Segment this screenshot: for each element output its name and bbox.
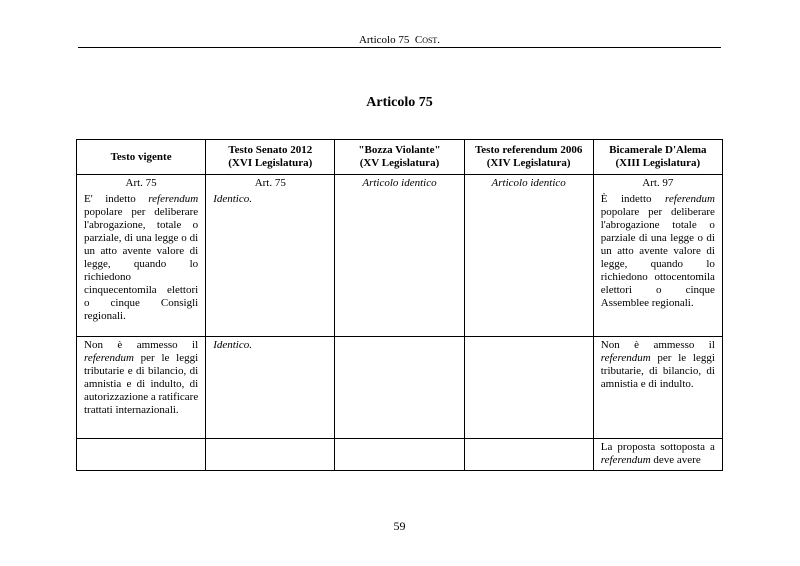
header-rule — [78, 47, 721, 48]
article-text — [84, 339, 198, 417]
text-run: popolare per deliberare l'abrogazione, totale o parziale, di una legge o di un atto avente valore di legge, quando lo richiedono cinquecentomila elettori o cinque Consigli regionali. — [84, 206, 199, 322]
header-subline: (XIII Legislatura) — [615, 157, 701, 169]
text-run: per le leggi tributarie, di bilancio, di amnistia e di indulto. — [600, 352, 715, 390]
cell-bozza-violante — [335, 439, 464, 471]
running-head-title: Articolo 75 — [358, 34, 410, 46]
cell-testo-vigente — [77, 175, 206, 337]
page-number: 59 — [393, 519, 406, 533]
cell-testo-vigente — [77, 337, 206, 439]
article-number: Art. 75 — [254, 177, 286, 189]
text-run: deve avere — [650, 454, 701, 466]
header-line: "Bozza Violante" — [358, 144, 441, 156]
emphasis-run: referendum — [600, 352, 651, 364]
header-subline: (XIV Legislatura) — [486, 157, 571, 169]
cell-testo-referendum-2006 — [464, 175, 593, 337]
identical-note: Identico. — [213, 339, 252, 351]
article-number: Art. 75 — [125, 177, 157, 189]
header-testo-senato-2012 — [206, 140, 335, 175]
emphasis-run: referendum — [600, 454, 651, 466]
cell-testo-vigente — [77, 439, 206, 471]
cell-testo-referendum-2006 — [464, 439, 593, 471]
identical-note: Articolo identico — [362, 177, 437, 189]
header-testo-referendum-2006 — [464, 140, 593, 175]
header-subline: (XVI Legislatura) — [228, 157, 313, 169]
header-line: Testo vigente — [110, 150, 172, 163]
emphasis-run: referendum — [665, 193, 715, 205]
cell-testo-senato-2012 — [206, 175, 335, 337]
cell-bicamerale-dalema — [593, 439, 722, 471]
text-run: per le leggi tributarie e di bilancio, di amnistia e di indulto, di autorizzazione a ratificare trattati internazionali. — [84, 352, 199, 416]
text-run: È indetto — [600, 193, 666, 205]
identical-note: Identico. — [213, 193, 252, 205]
header-bozza-violante — [335, 140, 464, 175]
text-run: E' indetto — [84, 193, 149, 205]
cell-testo-senato-2012 — [206, 439, 335, 471]
cell-bicamerale-dalema — [593, 337, 722, 439]
header-line: Bicamerale D'Alema — [609, 144, 707, 156]
cell-bozza-violante — [335, 337, 464, 439]
article-text — [601, 193, 715, 310]
header-testo-vigente — [77, 140, 206, 175]
text-run: Non è ammesso il — [84, 339, 199, 351]
text-run: popolare per deliberare l'abrogazione totale o parziale di una legge o di un atto avente valore di legge, quando lo richiedono ottocentomila elettori o cinque Assemblee regionali. — [600, 206, 715, 309]
cell-testo-senato-2012 — [206, 337, 335, 439]
table-row — [77, 439, 723, 471]
emphasis-run: referendum — [84, 352, 134, 364]
identical-note: Articolo identico — [491, 177, 566, 189]
comparison-table — [76, 139, 723, 471]
article-text — [601, 339, 715, 391]
text-run: La proposta sottoposta a — [600, 441, 715, 453]
header-line: Testo referendum 2006 — [474, 144, 583, 156]
article-title: Articolo 75 — [366, 95, 433, 110]
running-head-source: Cost. — [414, 34, 441, 46]
header-bicamerale-dalema — [593, 140, 722, 175]
header-subline: (XV Legislatura) — [359, 157, 440, 169]
emphasis-run: referendum — [148, 193, 199, 205]
article-text — [84, 193, 198, 323]
article-text — [601, 441, 715, 467]
table-header-row — [77, 140, 723, 175]
table-row — [77, 175, 723, 337]
cell-bicamerale-dalema — [593, 175, 722, 337]
cell-testo-referendum-2006 — [464, 337, 593, 439]
text-run: Non è ammesso il — [600, 339, 715, 351]
cell-bozza-violante — [335, 175, 464, 337]
header-line: Testo Senato 2012 — [228, 144, 313, 156]
running-head — [78, 34, 721, 47]
article-number: Art. 97 — [642, 177, 674, 189]
table-row — [77, 337, 723, 439]
